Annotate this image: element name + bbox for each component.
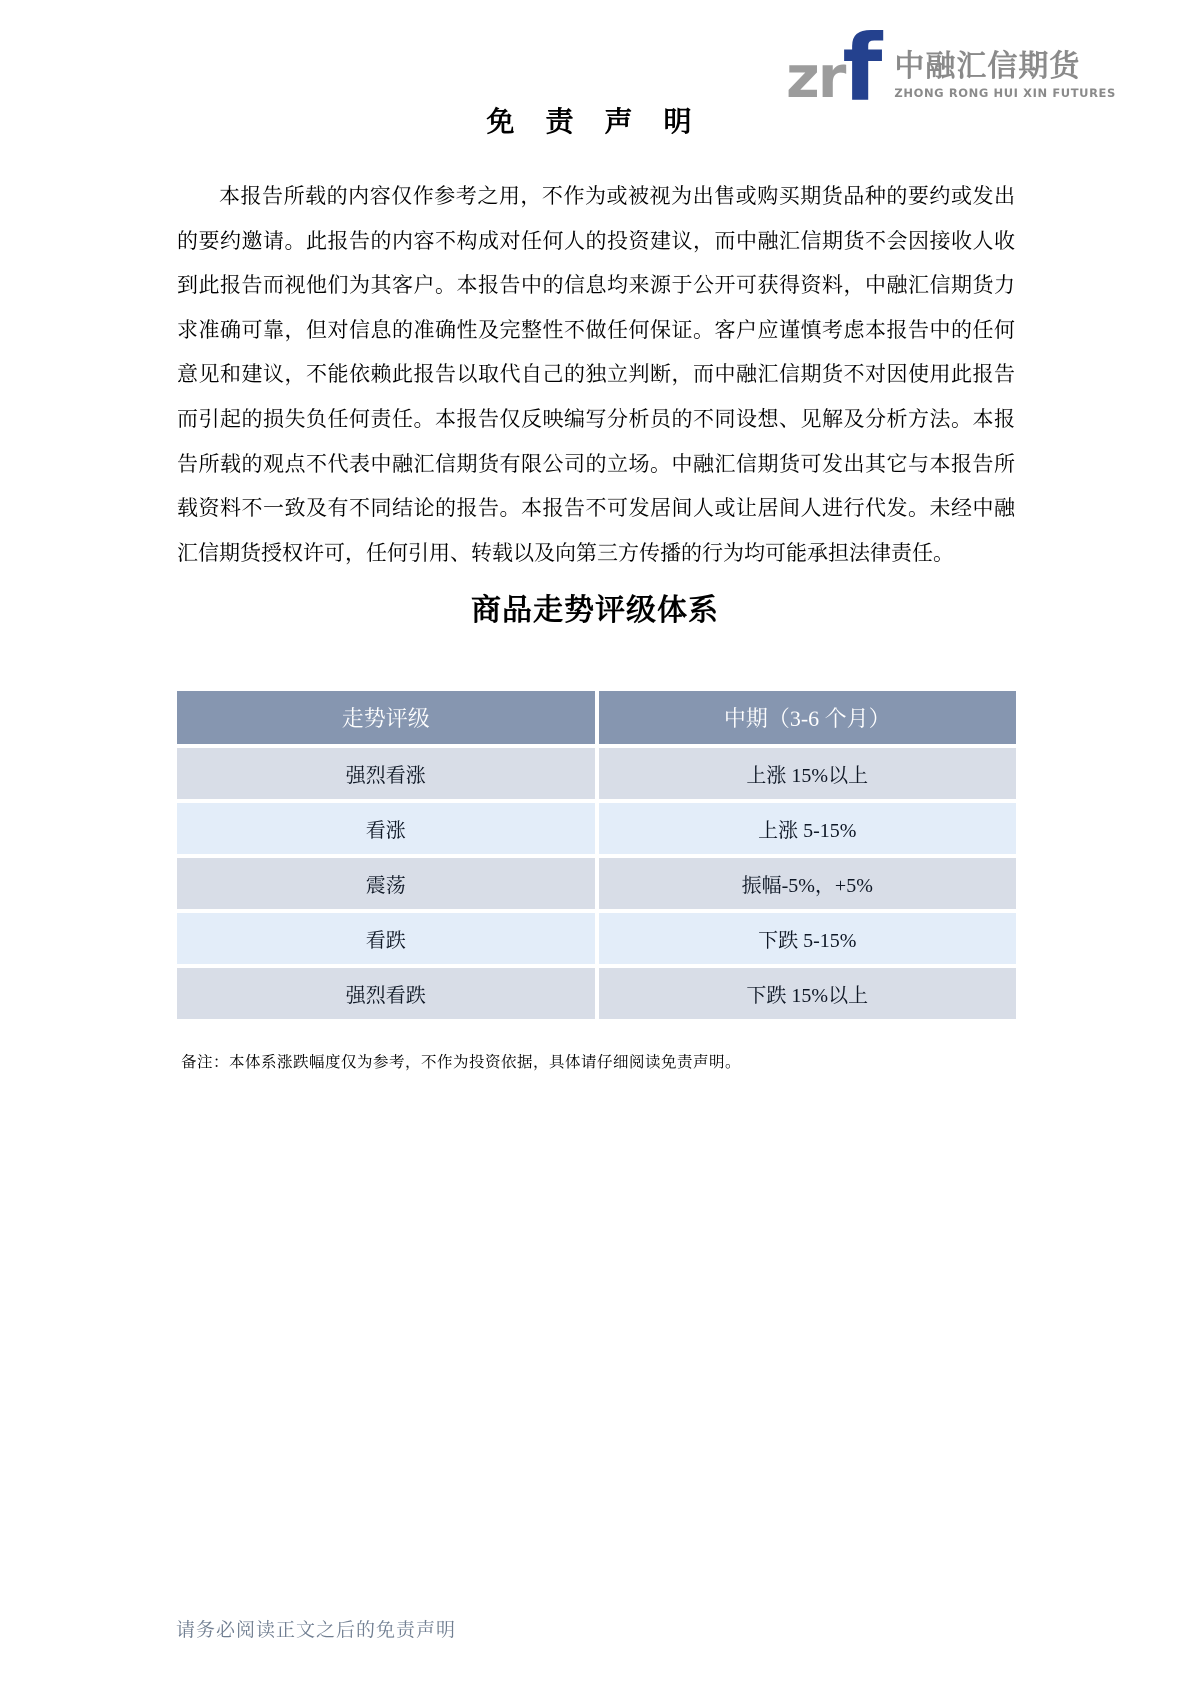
table-row bbox=[177, 968, 1016, 1019]
range-cell: 振幅-5%，+5% bbox=[599, 858, 1017, 909]
table-row bbox=[177, 913, 1016, 964]
range-cell: 上涨 15%以上 bbox=[599, 748, 1017, 799]
logo-zr-letters: zr bbox=[786, 43, 845, 112]
rating-cell: 强烈看跌 bbox=[177, 968, 595, 1019]
table-row bbox=[177, 803, 1016, 854]
rating-cell: 看涨 bbox=[177, 803, 595, 854]
rating-table-header-row bbox=[177, 691, 1016, 744]
range-cell: 上涨 5-15% bbox=[599, 803, 1017, 854]
table-row bbox=[177, 748, 1016, 799]
table-row bbox=[177, 858, 1016, 909]
rating-cell: 震荡 bbox=[177, 858, 595, 909]
range-cell: 下跌 15%以上 bbox=[599, 968, 1017, 1019]
disclaimer-paragraph: 本报告所载的内容仅作参考之用，不作为或被视为出售或购买期货品种的要约或发出的要约邀请。此报告的内容不构成对任何人的投资建议，而中融汇信期货不会因接收人收到此报告而视他们为其客户。本报告中的信息均来源于公开可获得资料，中融汇信期货力求准确可靠，但对信息的准确性及完整性不做任何保证。客户应谨慎考虑本报告中的任何意见和建议，不能依赖此报告以取代自己的独立判断，而中融汇信期货不对因使用此报告而引起的损失负任何责任。本报告仅反映编写分析员的不同设想、见解及分析方法。本报告所载的观点不代表中融汇信期货有限公司的立场。中融汇信期货可发出其它与本报告所载资料不一致及有不同结论的报告。本报告不可发居间人或让居间人进行代发。未经中融汇信期货授权许可，任何引用、转载以及向第三方传播的行为均可能承担法律责任。 bbox=[177, 184, 1015, 565]
logo-text-block bbox=[894, 50, 1116, 102]
rating-cell: 看跌 bbox=[177, 913, 595, 964]
zrf-logo-icon bbox=[786, 14, 883, 122]
company-logo bbox=[786, 14, 1116, 122]
header-cell-midterm: 中期（3-6 个月） bbox=[599, 691, 1017, 744]
page-title: 免 责 声 明 bbox=[486, 107, 704, 138]
company-name: 中融汇信期货 bbox=[894, 49, 1081, 84]
logo-f-letter: f bbox=[842, 14, 883, 122]
rating-table bbox=[173, 687, 1020, 1023]
header-cell-rating: 走势评级 bbox=[177, 691, 595, 744]
company-tagline: ZHONG RONG HUI XIN FUTURES bbox=[894, 86, 1116, 100]
footer-disclaimer-reminder: 请务必阅读正文之后的免责声明 bbox=[176, 1620, 457, 1641]
range-cell: 下跌 5-15% bbox=[599, 913, 1017, 964]
rating-note: 备注：本体系涨跌幅度仅为参考，不作为投资依据，具体请仔细阅读免责声明。 bbox=[181, 1054, 742, 1071]
rating-cell: 强烈看涨 bbox=[177, 748, 595, 799]
rating-section-title: 商品走势评级体系 bbox=[471, 593, 719, 628]
